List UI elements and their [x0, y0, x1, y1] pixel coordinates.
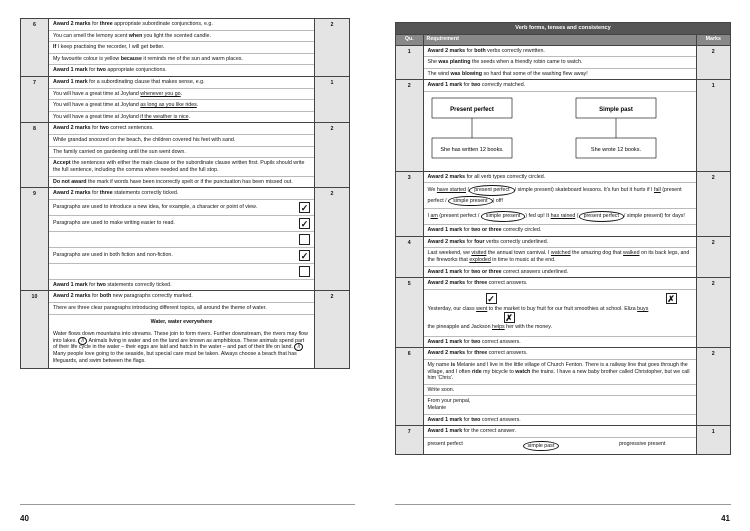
question-number: 7	[21, 77, 49, 123]
page-number: 40	[20, 514, 29, 523]
requirement-line: You can smell the lemony scent when you light the scented candle.	[49, 31, 314, 43]
marks-value: 2	[696, 278, 731, 348]
requirement-cell	[49, 77, 315, 123]
section-title: Verb forms, tenses and consistency	[396, 23, 731, 35]
requirement-cell	[423, 171, 696, 236]
matching-diagram	[428, 96, 692, 162]
requirement-line: You will have a great time at Joyland as long as you like rides.	[49, 100, 314, 112]
marks-value: 1	[696, 80, 731, 171]
requirement-line: I am (present perfect / simple present ) fed up! It has rained ( present perfect / simple present) for days!	[424, 209, 696, 225]
requirement-cell: Award 2 marks for both new paragraphs correctly marked. There are three clear paragraphs introducing different topics, all around the theme of water. Water, water everywhere Water flows down mountains into streams. These join to form rivers. Further downstream, the rivers may flow into lakes. // Animals living in water and on the land are known as amphibious. These animals spend part of their life cycle in the water – their eggs are laid and hatch in the water – and part of their life on land. // Many people love going to the seaside, but special care must be taken. Always choose a beach that has lifeguards, and swim between the flags.	[49, 291, 315, 369]
requirement-line: Award 1 mark for a subordinating clause that makes sense, e.g.	[49, 77, 314, 89]
marks-value: 2	[696, 171, 731, 236]
marks-value: 1	[315, 77, 350, 123]
svg-text:Simple past: Simple past	[598, 107, 633, 114]
requirement-line: We have started ( present perfect / simple present) skateboard lessons. It's fun but it hurts if I fall (present perfect / simple present ) off!	[424, 183, 696, 209]
marks-value: 2	[315, 291, 350, 369]
right-page	[375, 0, 750, 531]
question-number: 9	[21, 188, 49, 291]
marks-value: 2	[696, 45, 731, 80]
requirement-line: Award 1 mark for two appropriate conjunctions.	[53, 67, 167, 74]
tick-box: ✗	[667, 293, 675, 304]
requirement-cell: Award 1 mark for the correct answer. present perfect simple past progressive present	[423, 426, 696, 455]
option-3: progressive present	[618, 440, 666, 447]
question-row	[21, 291, 350, 369]
question-row	[21, 123, 350, 188]
requirement-line: You will have a great time at Joyland whenever you go.	[49, 89, 314, 101]
question-row	[396, 348, 731, 426]
marks-value: 2	[315, 188, 350, 291]
marks-value: 1	[696, 426, 731, 455]
statement-text: Paragraphs are used to introduce a new idea, for example, a character or point of view.	[53, 203, 258, 210]
requirement-cell	[49, 123, 315, 188]
question-number: 6	[396, 348, 424, 426]
svg-text:Present perfect: Present perfect	[449, 107, 494, 114]
question-number: 4	[396, 236, 424, 277]
question-number: 6	[21, 19, 49, 77]
requirement-line: Award 2 marks for four verbs correctly underlined.	[424, 237, 696, 249]
tick-box	[299, 234, 310, 245]
marks-value: 2	[315, 123, 350, 188]
requirement-line: Do not award the mark if words have been incorrectly spelt or if the punctuation has been missed out.	[53, 178, 293, 185]
tick-box: ✓	[300, 218, 309, 229]
question-number: 8	[21, 123, 49, 188]
statement-text: Paragraphs are used to make writing easier to read.	[53, 219, 175, 226]
question-row	[396, 80, 731, 171]
requirement-line: Award 1 mark for two correct answers.	[427, 416, 521, 423]
requirement-line: Award 1 mark for two or three correct answers underlined.	[427, 268, 569, 275]
question-row	[396, 278, 731, 348]
requirement-line: My favourite colour is yellow because it reminds me of the sun and warm places.	[49, 54, 314, 66]
requirement-line: While grandad snoozed on the beach, the children covered his feet with sand.	[49, 135, 314, 147]
passage-title: Water, water everywhere	[150, 318, 213, 325]
footer-rule	[395, 504, 731, 505]
question-row	[21, 19, 350, 77]
requirement-line: The wind was blowing so hard that some of the washing flew away!	[427, 70, 588, 77]
page-number: 41	[721, 514, 730, 523]
tick-box: ✗	[505, 312, 513, 323]
requirement-cell: Award 2 marks for three correct answers. ✓ ✗ Yesterday, our class went to the market to buy fruit for our fruit smoothies at school. Eliza buys ✗ the pineapple and Jackson helps her with the money. Award 1 mark for two correct answers.	[423, 278, 696, 348]
tick-box: ✓	[300, 250, 309, 261]
requirement-line: The family carried on gardening until the sun went down.	[49, 147, 314, 159]
question-row	[396, 45, 731, 80]
question-number: 3	[396, 171, 424, 236]
option-2-circled: simple past	[523, 441, 560, 452]
requirement-line: Award 2 marks for three correct answers.	[424, 348, 696, 360]
requirement-line: Award 2 marks for all verb types correctly circled.	[424, 172, 696, 184]
tick-box	[299, 266, 310, 277]
requirement-line: Last weekend, we visited the annual town carnival. I watched the amazing dog that walked on its back legs, and the fireworks that exploded in time to music at the end.	[424, 248, 696, 266]
requirement-line: If I keep practising the recorder, I will get better.	[49, 42, 314, 54]
requirement-line: Write soon.	[424, 385, 696, 397]
requirement-cell: Award 2 marks for three statements correctly ticked. Paragraphs are used to introduce a new idea, for example, a character or point of view. ✓ Paragraphs are used to make writing easier to read. ✓ Paragraphs are used in both fiction and non-fiction. ✓ Award 1 mark for two statements correctly ticked.	[49, 188, 315, 291]
col-qu: Qu.	[396, 34, 424, 45]
question-row	[21, 77, 350, 123]
requirement-cell	[423, 348, 696, 426]
tick-box: ✓	[300, 202, 309, 213]
requirement-line: Award 2 marks for both verbs correctly rewritten.	[424, 46, 696, 58]
footer-rule	[20, 504, 355, 505]
requirement-line: Accept the sentences with either the main clause or the subordinate clause written first. Pupils should write the full sentence, including the comma where needed and the full stop.	[49, 158, 314, 176]
svg-text:She wrote 12 books.: She wrote 12 books.	[590, 147, 641, 154]
option-1: present perfect	[427, 440, 463, 447]
question-number: 10	[21, 291, 49, 369]
requirement-line: Award 2 marks for three appropriate subordinate conjunctions, e.g.	[49, 19, 314, 31]
col-marks: Marks	[696, 34, 731, 45]
passage-text: Water flows down mountains into streams. These join to form rivers. Further downstream, the rivers may flow into lakes. // Animals living in water and on the land are known as amphibious. These animals spend part of their life cycle in the water – their eggs are laid and hatch in the water – and part of their life on land. // Many people love going to the seaside, but special care must be taken. Always choose a beach that has lifeguards, and swim between the flags.	[53, 331, 308, 364]
requirement-line: Award 2 marks for two correct sentences.	[49, 123, 314, 135]
requirement-line: Award 1 mark for two or three correctly circled.	[427, 227, 542, 234]
question-number: 1	[396, 45, 424, 80]
statement-text: Paragraphs are used in both fiction and non-fiction.	[53, 251, 173, 258]
requirement-line: My name is Melanie and I live in the little village of Church Fenton. There is a railway line that goes through the village, and I often ride my bicycle to watch the trains. I have a new baby brother called Christopher, but we call him 'Chris'.	[424, 360, 696, 385]
requirement-cell	[49, 19, 315, 77]
requirement-cell	[423, 236, 696, 277]
requirement-line: She was planting the seeds when a friendly robin came to watch.	[424, 57, 696, 69]
requirement-cell: Award 1 mark for two correctly matched. Present perfect Simple past She has written 12 books. She wrote 12 books.	[423, 80, 696, 171]
requirement-cell	[423, 45, 696, 80]
requirement-line: From your penpal, Melanie	[424, 396, 696, 414]
marks-value: 2	[696, 236, 731, 277]
question-number: 5	[396, 278, 424, 348]
marks-value: 2	[315, 19, 350, 77]
col-requirement: Requirement	[423, 34, 696, 45]
question-number: 7	[396, 426, 424, 455]
mark-scheme-table-left	[20, 18, 350, 369]
question-row	[396, 171, 731, 236]
svg-text:She has written 12 books.: She has written 12 books.	[439, 147, 504, 154]
question-row	[21, 188, 350, 291]
tick-box: ✓	[487, 293, 495, 304]
requirement-line: You will have a great time at Joyland if the weather is nice.	[53, 113, 191, 120]
mark-scheme-table-right	[395, 22, 731, 455]
marks-value: 2	[696, 348, 731, 426]
question-row	[396, 236, 731, 277]
question-row	[396, 426, 731, 455]
question-number: 2	[396, 80, 424, 171]
